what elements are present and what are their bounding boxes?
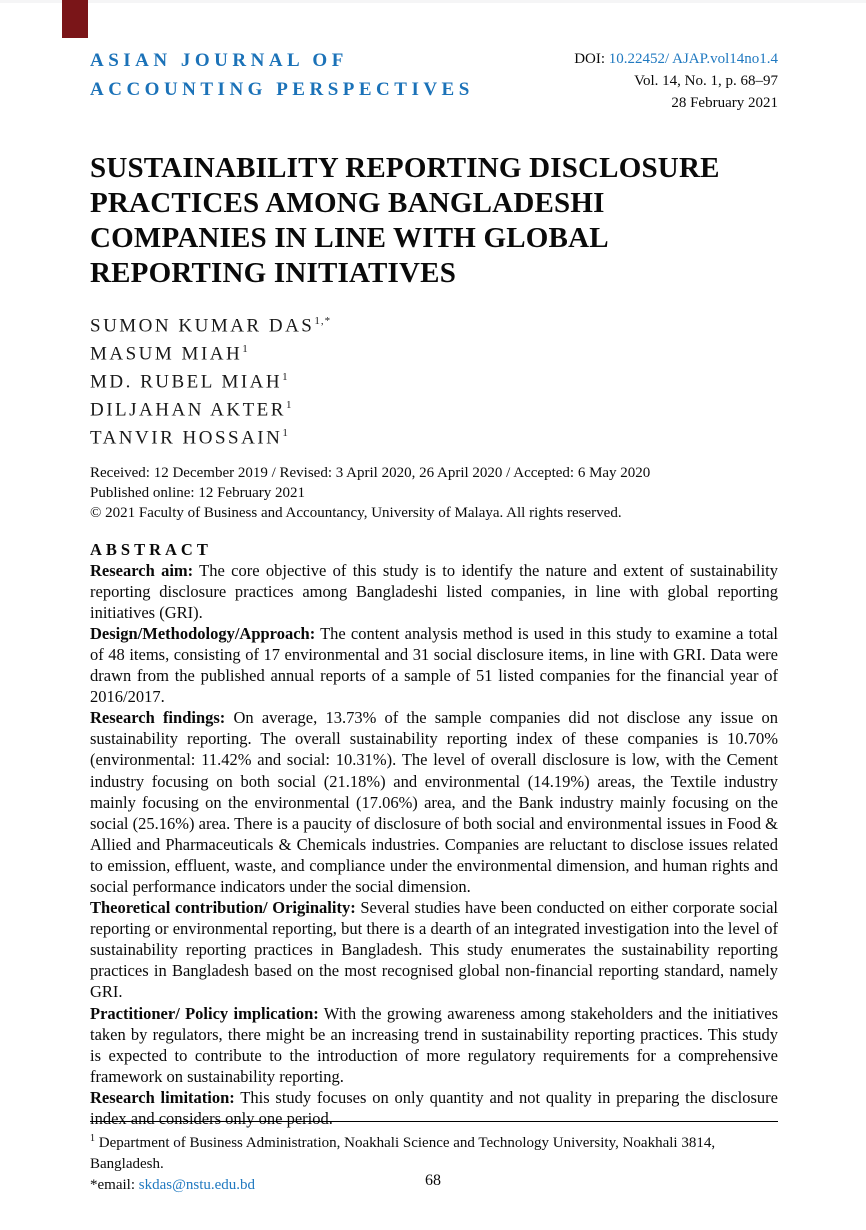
- abstract-section-label: Practitioner/ Policy implication:: [90, 1003, 319, 1023]
- journal-name: [90, 46, 474, 104]
- author-name: TANVIR HOSSAIN: [90, 427, 283, 449]
- publication-meta: [90, 463, 778, 523]
- journal-header: [90, 46, 778, 114]
- author-name: MASUM MIAH: [90, 343, 243, 365]
- page-number: 68: [425, 1172, 441, 1189]
- doi-link[interactable]: 10.22452/ AJAP.vol14no1.4: [608, 51, 778, 67]
- author-name: SUMON KUMAR DAS: [90, 315, 315, 337]
- copyright-line: © 2021 Faculty of Business and Accountancy, University of Malaya. All rights reserved.: [90, 504, 622, 521]
- author-affiliation-mark: 1: [285, 398, 293, 411]
- abstract-section-text: The core objective of this study is to identify the nature and extent of sustainability reporting disclosure practices among Bangladeshi listed companies, in line with global reporting initiatives (GRI).: [90, 560, 778, 622]
- author-affiliation-mark: 1: [282, 426, 289, 439]
- journal-name-line1: ASIAN JOURNAL OF: [90, 50, 348, 71]
- abstract-section-label: Theoretical contribution/ Originality:: [90, 898, 356, 918]
- author: [90, 310, 778, 338]
- abstract-section-label: Research limitation:: [90, 1087, 235, 1107]
- published-line: Published online: 12 February 2021: [90, 484, 305, 501]
- author-affiliation-mark: 1,*: [314, 315, 332, 328]
- abstract-section-text: On average, 13.73% of the sample companies did not disclose any issue on sustainability reporting. The overall sustainability reporting index of these companies is 10.70% (environmental: 11.42% and social: 10.31%). The level of overall disclosure is low, with the Cement industry focusing on both social (21.18%) and environmental (14.19%) areas, the Textile industry mainly focusing on the environmental (17.06%) area, and the Bank industry mainly focusing on the social (25.16%) area. There is a paucity of disclosure of both social and environmental issues in Food & Allied and Pharmaceuticals & Chemicals industries. Companies are reluctant to disclose issues related to emission, effluent, waste, and compliance under the environmental dimension, and human rights and social performance indicators under the social dimension.: [90, 708, 778, 896]
- footnote-affiliation: [90, 1128, 778, 1175]
- author-name: DILJAHAN AKTER: [90, 399, 286, 421]
- author: [90, 366, 778, 394]
- doi-label: DOI:: [574, 51, 609, 67]
- author-affiliation-mark: 1: [282, 371, 289, 384]
- abstract-section-label: Design/Methodology/Approach:: [90, 623, 316, 643]
- abstract-section-contribution: [90, 897, 778, 1002]
- abstract-section-text: With the growing awareness among stakeholders and the initiatives taken by regulators, there might be an increasing trend in sustainability reporting practices. This study is expected to contribute to the introduction of more regulatory requirements for a comprehensive framework on sustainability reporting.: [90, 1003, 779, 1086]
- issue-date: 28 February 2021: [671, 95, 778, 111]
- footnote-email-label: *email:: [90, 1177, 139, 1193]
- abstract-section-text: The content analysis method is used in this study to examine a total of 48 items, consisting of 17 environmental and 31 social disclosure items, in line with GRI. Data were drawn from the published annual reports of a sample of 51 listed companies for the financial year of 2016/2017.: [90, 623, 778, 707]
- abstract-section-research-aim: [90, 560, 778, 623]
- article-title: SUSTAINABILITY REPORTING DISCLOSURE PRACTICES AMONG BANGLADESHI COMPANIES IN LINE WITH GLOBAL REPORTING INITIATIVES: [90, 152, 720, 289]
- footnote-marker: 1: [90, 1133, 95, 1144]
- footnote-email-link[interactable]: skdas@nstu.edu.bd: [138, 1177, 256, 1193]
- abstract-section-text: Several studies have been conducted on either corporate social reporting or environmental reporting, but there is a dearth of an integrated investigation into the level of sustainability reporting practices in Bangladesh. This study enumerates the sustainability reporting practices in Bangladesh based on the most recognised global non-financial reporting standard, namely GRI.: [90, 898, 778, 1002]
- abstract-section-implication: [90, 1003, 778, 1087]
- author-list: [90, 310, 778, 449]
- volume-info: Vol. 14, No. 1, p. 68–97: [634, 73, 778, 89]
- abstract-section-label: Research aim:: [90, 560, 194, 580]
- author-affiliation-mark: 1: [242, 343, 249, 356]
- doi-line: [574, 48, 778, 70]
- abstract-heading: ABSTRACT: [90, 539, 212, 559]
- abstract-section-methodology: [90, 623, 778, 707]
- journal-name-line2: ACCOUNTING PERSPECTIVES: [90, 79, 474, 100]
- footnote-affiliation-text: Department of Business Administration, Noakhali Science and Technology University, Noakhali 3814, Bangladesh.: [90, 1135, 716, 1172]
- abstract-section-text: This study focuses on only quantity and not quality in preparing the disclosure index and considers only one period.: [90, 1087, 778, 1128]
- history-line: Received: 12 December 2019 / Revised: 3 April 2020, 26 April 2020 / Accepted: 6 May 2020: [90, 464, 651, 481]
- issue-info: [574, 46, 778, 114]
- author: [90, 338, 778, 366]
- author: [90, 422, 778, 450]
- author-name: MD. RUBEL MIAH: [90, 371, 283, 393]
- abstract-body: [90, 560, 778, 1130]
- abstract-section-label: Research findings:: [90, 708, 226, 728]
- abstract-section-findings: [90, 707, 778, 897]
- author: [90, 394, 778, 422]
